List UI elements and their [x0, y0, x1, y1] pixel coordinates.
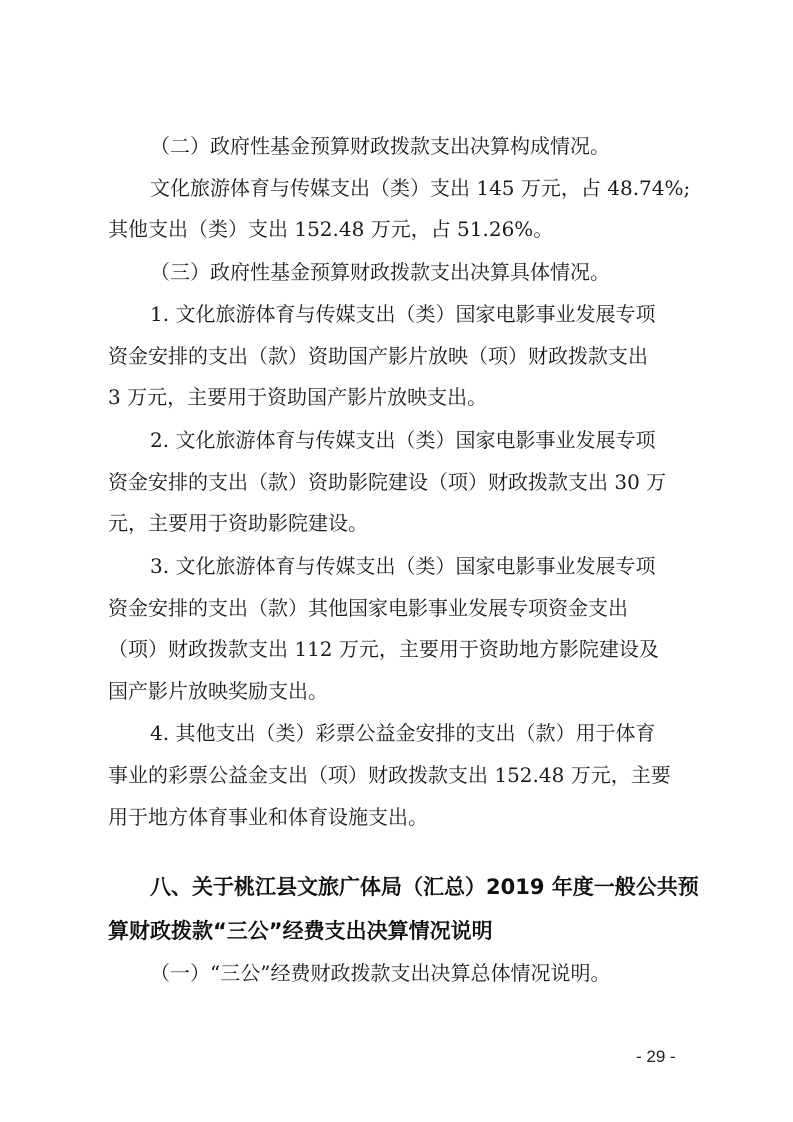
section-8-heading-line-1: 八、关于桃江县文旅广体局（汇总）2019 年度一般公共预 [150, 875, 699, 899]
item-4-line-3: 用于地方体育事业和体育设施支出。 [108, 805, 428, 829]
item-2-line-1: 2. 文化旅游体育与传媒支出（类）国家电影事业发展专项 [150, 428, 656, 452]
item-4-line-2: 事业的彩票公益金支出（项）财政拨款支出 152.48 万元，主要 [108, 763, 671, 787]
section-2-line-1: 文化旅游体育与传媒支出（类）支出 145 万元，占 48.74%; [150, 176, 691, 200]
item-3-line-4: 国产影片放映奖励支出。 [108, 679, 328, 703]
section-3-title: （三）政府性基金预算财政拨款支出决算具体情况。 [150, 260, 610, 284]
item-4-line-1: 4. 其他支出（类）彩票公益金安排的支出（款）用于体育 [150, 721, 656, 745]
item-2-line-2: 资金安排的支出（款）资助影院建设（项）财政拨款支出 30 万 [108, 470, 667, 494]
item-2-line-3: 元，主要用于资助影院建设。 [108, 511, 368, 535]
item-1-line-3: 3 万元，主要用于资助国产影片放映支出。 [108, 385, 488, 409]
section-8-heading-line-2: 算财政拨款“三公”经费支出决算情况说明 [108, 919, 493, 943]
item-3-line-3: （项）财政拨款支出 112 万元，主要用于资助地方影院建设及 [108, 637, 659, 661]
section-8-sub-1: （一）“三公”经费财政拨款支出决算总体情况说明。 [150, 961, 611, 985]
item-1-line-1: 1. 文化旅游体育与传媒支出（类）国家电影事业发展专项 [150, 302, 656, 326]
section-2-title: （二）政府性基金预算财政拨款支出决算构成情况。 [150, 134, 610, 158]
page-number: - 29 - [636, 1047, 676, 1066]
section-2-line-2: 其他支出（类）支出 152.48 万元，占 51.26%。 [108, 217, 554, 241]
item-1-line-2: 资金安排的支出（款）资助国产影片放映（项）财政拨款支出 [108, 344, 648, 368]
item-3-line-1: 3. 文化旅游体育与传媒支出（类）国家电影事业发展专项 [150, 554, 656, 578]
item-3-line-2: 资金安排的支出（款）其他国家电影事业发展专项资金支出 [108, 596, 628, 620]
